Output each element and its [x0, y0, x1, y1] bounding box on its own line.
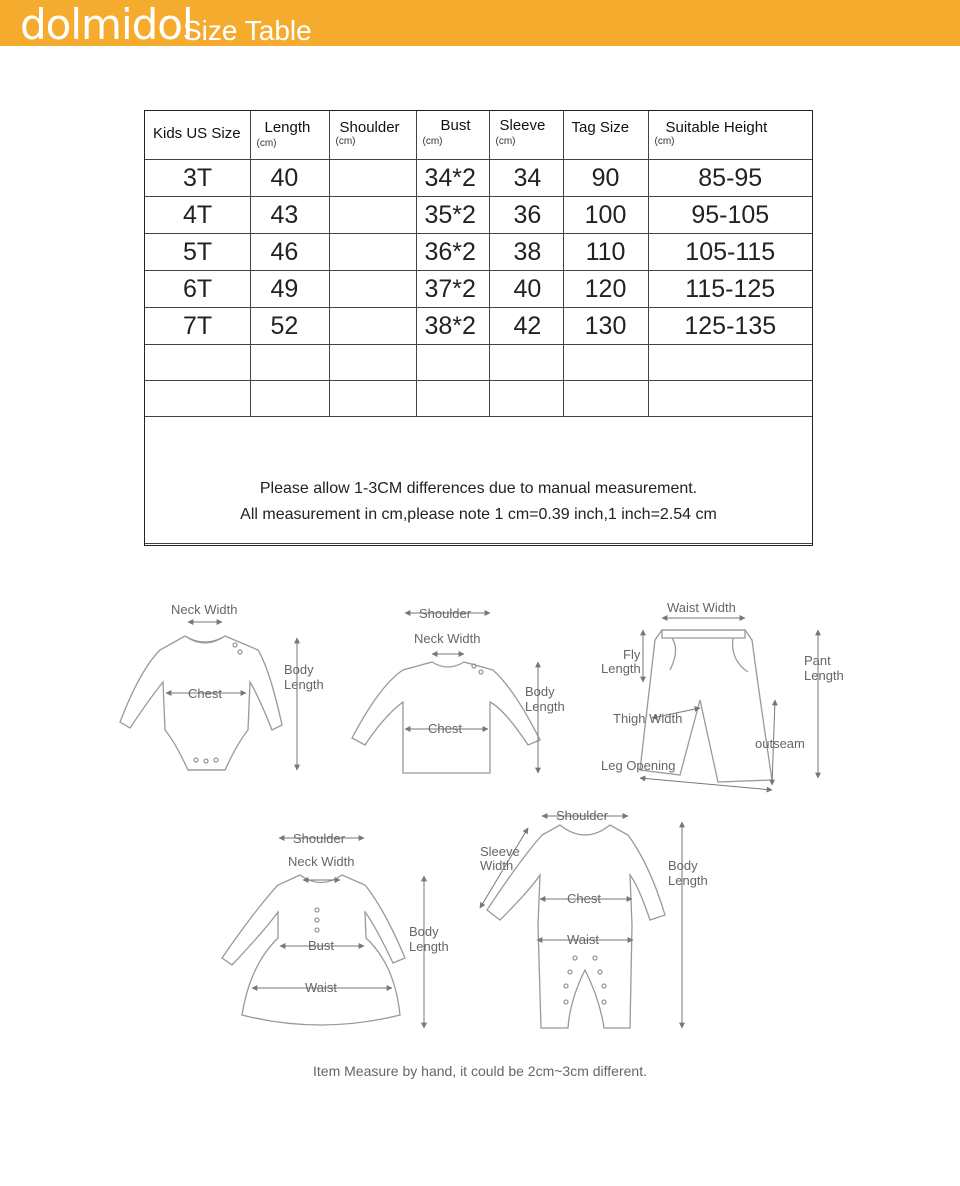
table-cell: 43	[250, 197, 329, 234]
label-waist: Waist	[305, 980, 338, 995]
table-cell: 130	[563, 308, 648, 345]
table-cell: 120	[563, 271, 648, 308]
label-chest: Chest	[567, 891, 601, 906]
header-cell: Shoulder (cm)	[329, 111, 416, 160]
table-cell: 5T	[145, 234, 250, 271]
label-shoulder: Shoulder	[419, 606, 472, 621]
label-body: Body	[668, 858, 698, 873]
table-cell: 38*2	[416, 308, 489, 345]
label-outseam: outseam	[755, 736, 805, 751]
table-row-empty	[145, 345, 812, 381]
header-cell: Sleeve (cm)	[489, 111, 563, 160]
note-line: All measurement in cm,please note 1 cm=0.39 inch,1 inch=2.54 cm	[240, 505, 717, 523]
table-cell	[329, 308, 416, 345]
header-cell: Suitable Height (cm)	[648, 111, 812, 160]
measurement-notes	[145, 417, 812, 544]
measurement-diagrams	[0, 590, 960, 1110]
table-cell: 3T	[145, 160, 250, 197]
table-cell: 36*2	[416, 234, 489, 271]
table-notes-row	[145, 417, 812, 544]
label-sleeve: Sleeve	[480, 844, 520, 859]
table-cell: 125-135	[648, 308, 812, 345]
tshirt-sketch	[352, 662, 540, 773]
label-thigh-width: Thigh Width	[613, 711, 683, 726]
size-table	[144, 110, 813, 546]
table-row	[145, 197, 812, 234]
table-cell	[329, 160, 416, 197]
label-shoulder: Shoulder	[556, 808, 609, 823]
label-fly: Fly	[623, 647, 641, 662]
table-cell: 7T	[145, 308, 250, 345]
table-cell: 105-115	[648, 234, 812, 271]
table-cell: 85-95	[648, 160, 812, 197]
label-pant-length: Length	[804, 668, 844, 683]
table-cell: 100	[563, 197, 648, 234]
table-cell: 6T	[145, 271, 250, 308]
table-row-empty	[145, 381, 812, 417]
table-cell: 40	[250, 160, 329, 197]
garment-sketches	[0, 590, 960, 1060]
table-cell: 4T	[145, 197, 250, 234]
label-sleeve-width: Width	[480, 858, 514, 873]
table-cell: 40	[489, 271, 563, 308]
table-cell: 46	[250, 234, 329, 271]
label-body: Body	[525, 684, 555, 699]
label-chest: Chest	[188, 686, 222, 701]
label-neck-width: Neck Width	[414, 631, 481, 646]
label-neck-width: Neck Width	[171, 602, 238, 617]
table-cell: 90	[563, 160, 648, 197]
label-bust: Bust	[308, 938, 335, 953]
label-waist-width: Waist Width	[667, 600, 736, 615]
label-length: Length	[409, 939, 449, 954]
table-cell: 95-105	[648, 197, 812, 234]
header-cell: Kids US Size	[145, 111, 250, 160]
label-length: Length	[668, 873, 708, 888]
table-cell: 36	[489, 197, 563, 234]
table-cell: 38	[489, 234, 563, 271]
label-leg-opening: Leg Opening	[601, 758, 676, 773]
table-row	[145, 234, 812, 271]
page-title: Size Table	[183, 15, 312, 46]
table-cell: 52	[250, 308, 329, 345]
table-cell: 49	[250, 271, 329, 308]
table-cell: 35*2	[416, 197, 489, 234]
label-chest: Chest	[428, 721, 462, 736]
brand-logo: dolmidol	[20, 0, 193, 49]
header-banner	[0, 0, 960, 49]
header-cell: Bust (cm)	[416, 111, 489, 160]
table-cell: 34*2	[416, 160, 489, 197]
table-cell	[329, 271, 416, 308]
label-fly-length: Length	[601, 661, 641, 676]
label-length: Length	[284, 677, 324, 692]
label-body: Body	[284, 662, 314, 677]
table-cell: 115-125	[648, 271, 812, 308]
table-cell	[329, 234, 416, 271]
label-waist: Waist	[567, 932, 600, 947]
table-cell	[329, 197, 416, 234]
table-cell: 37*2	[416, 271, 489, 308]
label-neck-width: Neck Width	[288, 854, 355, 869]
table-cell: 42	[489, 308, 563, 345]
table-row	[145, 308, 812, 345]
label-length: Length	[525, 699, 565, 714]
table-cell: 34	[489, 160, 563, 197]
label-shoulder: Shoulder	[293, 831, 346, 846]
header-cell: Length (cm)	[250, 111, 329, 160]
table-row	[145, 160, 812, 197]
label-pant: Pant	[804, 653, 831, 668]
header-cell: Tag Size	[563, 111, 648, 160]
footer-note: Item Measure by hand, it could be 2cm~3cm different.	[313, 1063, 647, 1079]
table-row	[145, 271, 812, 308]
bodysuit-sketch	[120, 636, 282, 770]
table-cell: 110	[563, 234, 648, 271]
note-line: Please allow 1-3CM differences due to manual measurement.	[259, 479, 698, 497]
label-body: Body	[409, 924, 439, 939]
table-header-row	[145, 111, 812, 160]
